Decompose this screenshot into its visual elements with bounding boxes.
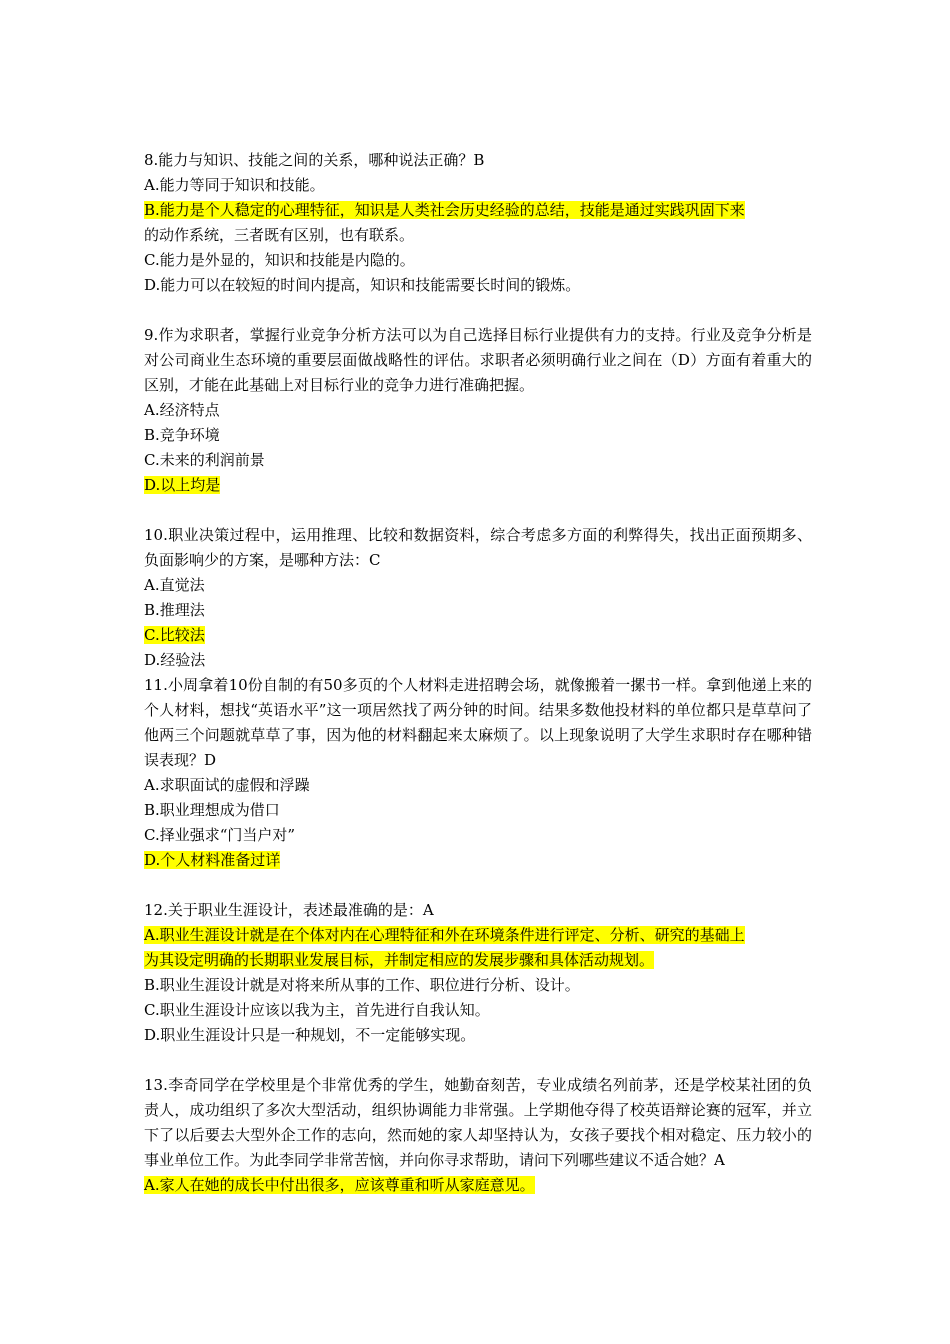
q12-question: 12.关于职业生涯设计，表述最准确的是：A <box>144 901 434 919</box>
q9-option-c: C.未来的利润前景 <box>144 451 265 469</box>
q12-option-c: C.职业生涯设计应该以我为主，首先进行自我认知。 <box>144 1001 490 1019</box>
q8-option-d: D.能力可以在较短的时间内提高，知识和技能需要长时间的锻炼。 <box>144 276 581 294</box>
blank-line <box>144 873 812 898</box>
blank-line <box>144 298 812 323</box>
q11-option-d <box>144 848 812 873</box>
blank-line <box>144 498 812 523</box>
q10-question: 10.职业决策过程中，运用推理、比较和数据资料，综合考虑多方面的利弊得失，找出正面预期多、负面影响少的方案，是哪种方法：C <box>144 526 812 569</box>
q11-question: 11.小周拿着10份自制的有50多页的个人材料走进招聘会场，就像搬着一摞书一样。拿到他递上来的个人材料，想找“英语水平”这一项居然找了两分钟的时间。结果多数他投材料的单位都只是草草问了他两三个问题就草草了事，因为他的材料翻起来太麻烦了。以上现象说明了大学生求职时存在哪种错误表现？D <box>144 676 812 769</box>
q8-option-b-continued: 的动作系统，三者既有区别，也有联系。 <box>144 226 415 244</box>
q11-option-b: B.职业理想成为借口 <box>144 801 280 819</box>
q10-option-c <box>144 623 812 648</box>
q9-option-d <box>144 473 812 498</box>
q13-question: 13.李奇同学在学校里是个非常优秀的学生，她勤奋刻苦，专业成绩名列前茅，还是学校某社团的负责人，成功组织了多次大型活动，组织协调能力非常强。上学期他夺得了校英语辩论赛的冠军，并立下了以后要去大型外企工作的志向，然而她的家人却坚持认为，女孩子要找个相对稳定、压力较小的事业单位工作。为此李同学非常苦恼，并向你寻求帮助，请问下列哪些建议不适合她？A <box>144 1076 812 1169</box>
q13-option-a <box>144 1173 812 1198</box>
q8-option-b <box>144 198 812 248</box>
q11-option-d-highlight: D.个人材料准备过详 <box>144 851 281 869</box>
q11-option-c: C.择业强求“门当户对” <box>144 826 296 844</box>
q9-option-b: B.竞争环境 <box>144 426 220 444</box>
q10-option-b: B.推理法 <box>144 601 205 619</box>
q12-option-a <box>144 923 812 973</box>
q12-option-a-highlight-line2: 为其设定明确的长期职业发展目标，并制定相应的发展步骤和具体活动规划。 <box>144 951 655 969</box>
q10-option-c-highlight: C.比较法 <box>144 626 205 644</box>
q8-option-b-highlight: B.能力是个人稳定的心理特征，知识是人类社会历史经验的总结，技能是通过实践巩固下来 <box>144 201 745 219</box>
document-page <box>144 148 812 1198</box>
q10-option-d: D.经验法 <box>144 651 206 669</box>
q8-option-c: C.能力是外显的，知识和技能是内隐的。 <box>144 251 415 269</box>
q9-option-a: A.经济特点 <box>144 401 220 419</box>
q9-question: 9.作为求职者，掌握行业竞争分析方法可以为自己选择目标行业提供有力的支持。行业及竞争分析是对公司商业生态环境的重要层面做战略性的评估。求职者必须明确行业之间在（D）方面有着重大的区别，才能在此基础上对目标行业的竞争力进行准确把握。 <box>144 326 812 394</box>
q11-option-a: A.求职面试的虚假和浮躁 <box>144 776 310 794</box>
q10-option-a: A.直觉法 <box>144 576 205 594</box>
q13-option-a-highlight: A.家人在她的成长中付出很多，应该尊重和听从家庭意见。 <box>144 1176 535 1194</box>
q8-question: 8.能力与知识、技能之间的关系，哪种说法正确？B <box>144 151 485 169</box>
q12-option-d: D.职业生涯设计只是一种规划，不一定能够实现。 <box>144 1026 476 1044</box>
q12-option-b: B.职业生涯设计就是对将来所从事的工作、职位进行分析、设计。 <box>144 976 580 994</box>
blank-line <box>144 1048 812 1073</box>
q9-option-d-highlight: D.以上均是 <box>144 476 221 494</box>
q12-option-a-highlight-line1: A.职业生涯设计就是在个体对内在心理特征和外在环境条件进行评定、分析、研究的基础上 <box>144 926 745 944</box>
q8-option-a: A.能力等同于知识和技能。 <box>144 176 325 194</box>
